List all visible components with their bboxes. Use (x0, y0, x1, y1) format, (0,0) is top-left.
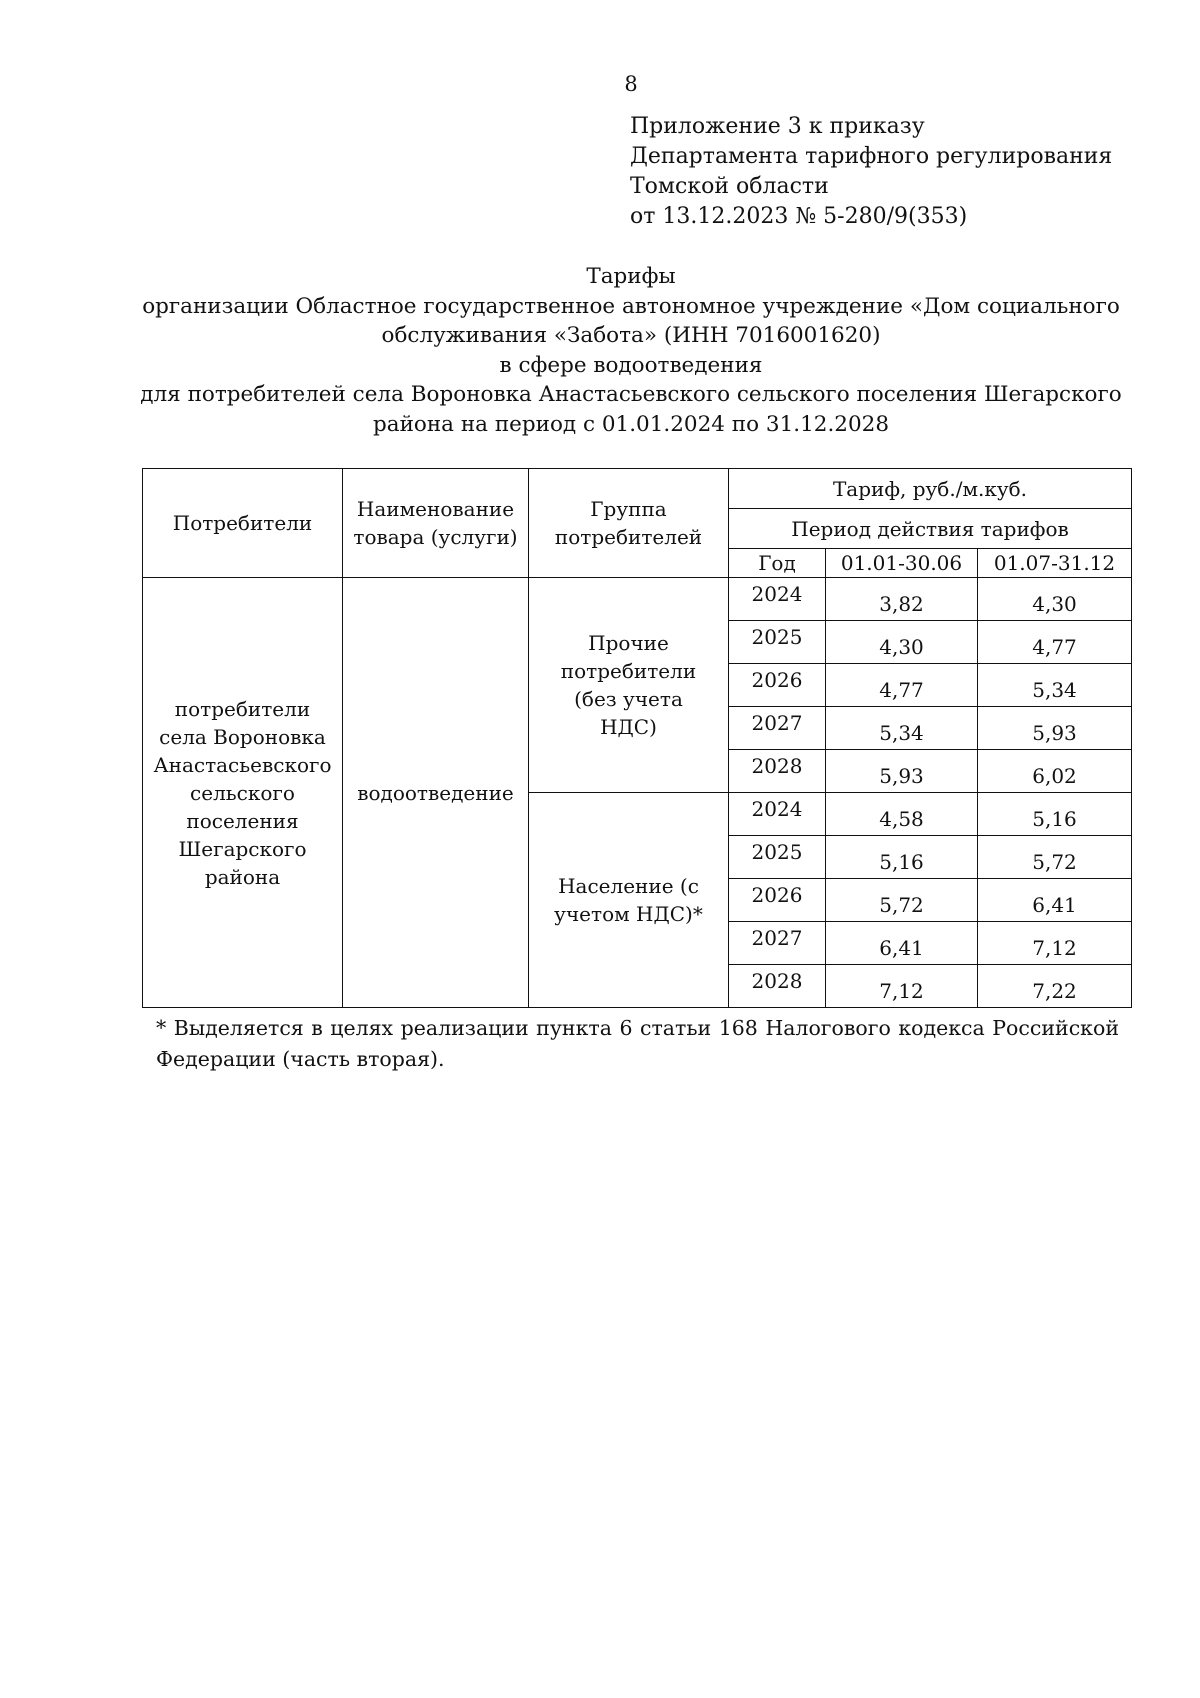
tariff-cell: 4,30 (826, 621, 978, 664)
tariff-cell: 4,30 (978, 578, 1132, 621)
tariff-cell: 4,58 (826, 793, 978, 836)
header-group: Группа потребителей (529, 469, 729, 578)
tariff-cell: 5,34 (826, 707, 978, 750)
tariff-cell: 5,16 (978, 793, 1132, 836)
title-line: организации Областное государственное автономное учреждение «Дом социального (142, 293, 1120, 319)
header-consumers: Потребители (143, 469, 343, 578)
appendix-line: от 13.12.2023 № 5-280/9(353) (630, 204, 968, 229)
year-cell: 2024 (729, 793, 826, 836)
document-title (140, 262, 1122, 439)
year-cell: 2027 (729, 922, 826, 965)
table-header-row (143, 469, 1132, 509)
tariff-cell: 5,93 (978, 707, 1132, 750)
tariff-cell: 6,41 (978, 879, 1132, 922)
tariff-cell: 4,77 (978, 621, 1132, 664)
header-product: Наименование товара (услуги) (343, 469, 529, 578)
tariff-cell: 5,34 (978, 664, 1132, 707)
year-cell: 2028 (729, 750, 826, 793)
tariff-cell: 5,16 (826, 836, 978, 879)
footnote: * Выделяется в целях реализации пункта 6 статьи 168 Налогового кодекса Российской Федерации (часть вторая). (156, 1016, 1119, 1071)
title-line: в сфере водоотведения (499, 352, 763, 378)
table-row (143, 578, 1132, 621)
title-line: обслуживания «Забота» (ИНН 7016001620) (381, 323, 881, 348)
header-year: Год (729, 549, 826, 578)
header-half1: 01.01-30.06 (826, 549, 978, 578)
tariff-cell: 5,72 (978, 836, 1132, 879)
header-tariff: Тариф, руб./м.куб. (729, 469, 1132, 509)
tariff-table (142, 468, 1132, 1008)
title-line: для потребителей села Вороновка Анастасьевского сельского поселения Шегарского (140, 382, 1122, 407)
consumers-cell: потребители села Вороновка Анастасьевского сельского поселения Шегарского района (143, 578, 343, 1008)
tariff-cell: 5,72 (826, 879, 978, 922)
tariff-cell: 5,93 (826, 750, 978, 793)
product-cell: водоотведение (343, 578, 529, 1008)
tariff-cell: 7,22 (978, 965, 1132, 1008)
group-cell: Население (с учетом НДС)* (529, 793, 729, 1008)
year-cell: 2025 (729, 621, 826, 664)
page-number: 8 (624, 72, 638, 96)
year-cell: 2024 (729, 578, 826, 621)
group-cell: Прочие потребители (без учета НДС) (529, 578, 729, 793)
header-period: Период действия тарифов (729, 509, 1132, 549)
tariff-cell: 7,12 (978, 922, 1132, 965)
year-cell: 2026 (729, 664, 826, 707)
title-line: района на период с 01.01.2024 по 31.12.2028 (373, 411, 889, 437)
year-cell: 2028 (729, 965, 826, 1008)
appendix-line: Томской области (630, 174, 829, 199)
tariff-cell: 7,12 (826, 965, 978, 1008)
appendix-header (630, 112, 1112, 232)
title-line: Тарифы (586, 264, 676, 289)
header-half2: 01.07-31.12 (978, 549, 1132, 578)
tariff-cell: 4,77 (826, 664, 978, 707)
year-cell: 2027 (729, 707, 826, 750)
appendix-line: Приложение 3 к приказу (630, 114, 925, 139)
tariff-cell: 6,41 (826, 922, 978, 965)
year-cell: 2025 (729, 836, 826, 879)
appendix-line: Департамента тарифного регулирования (630, 144, 1113, 169)
year-cell: 2026 (729, 879, 826, 922)
tariff-cell: 6,02 (978, 750, 1132, 793)
tariff-cell: 3,82 (826, 578, 978, 621)
